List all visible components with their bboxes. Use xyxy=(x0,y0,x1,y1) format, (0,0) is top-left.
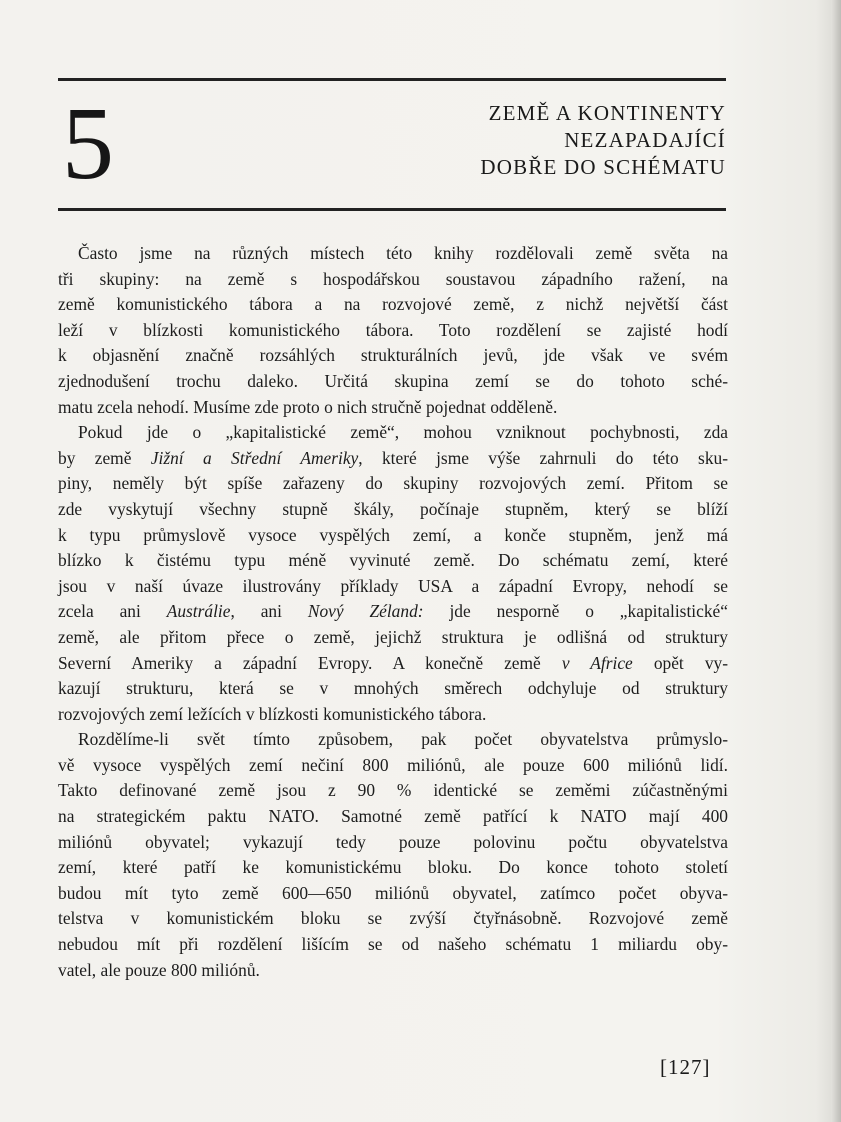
chapter-title xyxy=(396,100,726,181)
text-line: zcela ani Austrálie, ani Nový Zéland: jde nesporně o „kapitalistické“ xyxy=(58,601,728,622)
italic-term: v Africe xyxy=(561,652,633,673)
paragraph-1 xyxy=(58,241,728,420)
italic-term: Nový Zéland: xyxy=(307,601,424,622)
text-line: matu zcela nehodí. Musíme zde proto o nich stručně pojednat odděleně. xyxy=(58,396,558,417)
page-edge-shadow xyxy=(831,0,841,1122)
italic-term: Jižní a Střední Ameriky xyxy=(150,447,359,468)
chapter-rule-bottom xyxy=(58,208,726,211)
chapter-rule-top xyxy=(58,78,726,81)
text-line: leží v blízkosti komunistického tábora. Toto rozdělení se zajisté hodí xyxy=(58,319,728,340)
text-line: jsou v naší úvaze ilustrovány příklady USA a západní Evropy, nehodí se xyxy=(58,575,728,596)
chapter-title-line: DOBŘE DO SCHÉMATU xyxy=(480,155,726,179)
text-line: by země Jižní a Střední Ameriky, které jsme výše zahrnuli do této sku- xyxy=(58,447,729,468)
text-line: piny, neměly být spíše zařazeny do skupiny rozvojových zemí. Přitom se xyxy=(58,473,728,494)
text-line: země, ale přitom přece o země, jejichž struktura je odlišná od struktury xyxy=(58,626,728,647)
text-line: budou mít tyto země 600—650 miliónů obyvatel, zatímco počet obyva- xyxy=(58,882,728,903)
body-text xyxy=(58,241,728,983)
chapter-title-line: NEZAPADAJÍCÍ xyxy=(564,128,726,152)
text-line: na strategickém paktu NATO. Samotné země patřící k NATO mají 400 xyxy=(58,806,728,827)
text-line: kazují strukturu, která se v mnohých směrech odchyluje od struktury xyxy=(58,678,728,699)
text-line: Takto definované země jsou z 90 % identické se zeměmi zúčastněnými xyxy=(58,780,728,801)
paragraph-2 xyxy=(58,420,728,727)
text-line: k objasnění značně rozsáhlých strukturálních jevů, jde však ve svém xyxy=(58,345,728,366)
text-line: nebudou mít při rozdělení lišícím se od našeho schématu 1 miliardu oby- xyxy=(58,934,728,955)
chapter-number: 5 xyxy=(62,86,114,201)
text-line: miliónů obyvatel; vykazují tedy pouze polovinu počtu obyvatelstva xyxy=(58,831,728,852)
text-line: vatel, ale pouze 800 miliónů. xyxy=(58,959,260,980)
text-line: k typu průmyslově vysoce vyspělých zemí, a konče stupněm, jenž má xyxy=(58,524,728,545)
paragraph-3 xyxy=(58,727,728,983)
text-line: blízko k čistému typu méně vyvinuté země. Do schématu zemí, které xyxy=(58,550,728,571)
text-line: Pokud jde o „kapitalistické země“, mohou vzniknout pochybnosti, zda xyxy=(78,422,728,443)
text-line: telstva v komunistickém bloku se zvýší čtyřnásobně. Rozvojové země xyxy=(58,908,728,929)
text-line: zemí, které patří ke komunistickému bloku. Do konce tohoto století xyxy=(58,857,728,878)
text-line: zde vyskytují všechny stupně škály, počínaje stupněm, který se blíží xyxy=(58,498,728,519)
page-number: [127] xyxy=(660,1055,711,1079)
text-line: tři skupiny: na země s hospodářskou soustavou západního ražení, na xyxy=(58,268,728,289)
text-line: Často jsme na různých místech této knihy rozdělovali země světa na xyxy=(78,243,728,263)
text-line: země komunistického tábora a na rozvojové země, z nichž největší část xyxy=(58,294,728,315)
text-line: Severní Ameriky a západní Evropy. A konečně země v Africe opět vy- xyxy=(58,652,728,673)
text-line: zjednodušení trochu daleko. Určitá skupina zemí se do tohoto sché- xyxy=(58,370,728,391)
chapter-title-line: ZEMĚ A KONTINENTY xyxy=(488,101,726,125)
text-line: rozvojových zemí ležících v blízkosti komunistického tábora. xyxy=(58,703,487,724)
text-line: Rozdělíme-li svět tímto způsobem, pak počet obyvatelstva průmyslo- xyxy=(78,729,728,750)
italic-term: Austrálie xyxy=(166,601,231,622)
text-line: vě vysoce vyspělých zemí nečiní 800 miliónů, ale pouze 600 miliónů lidí. xyxy=(58,754,728,775)
